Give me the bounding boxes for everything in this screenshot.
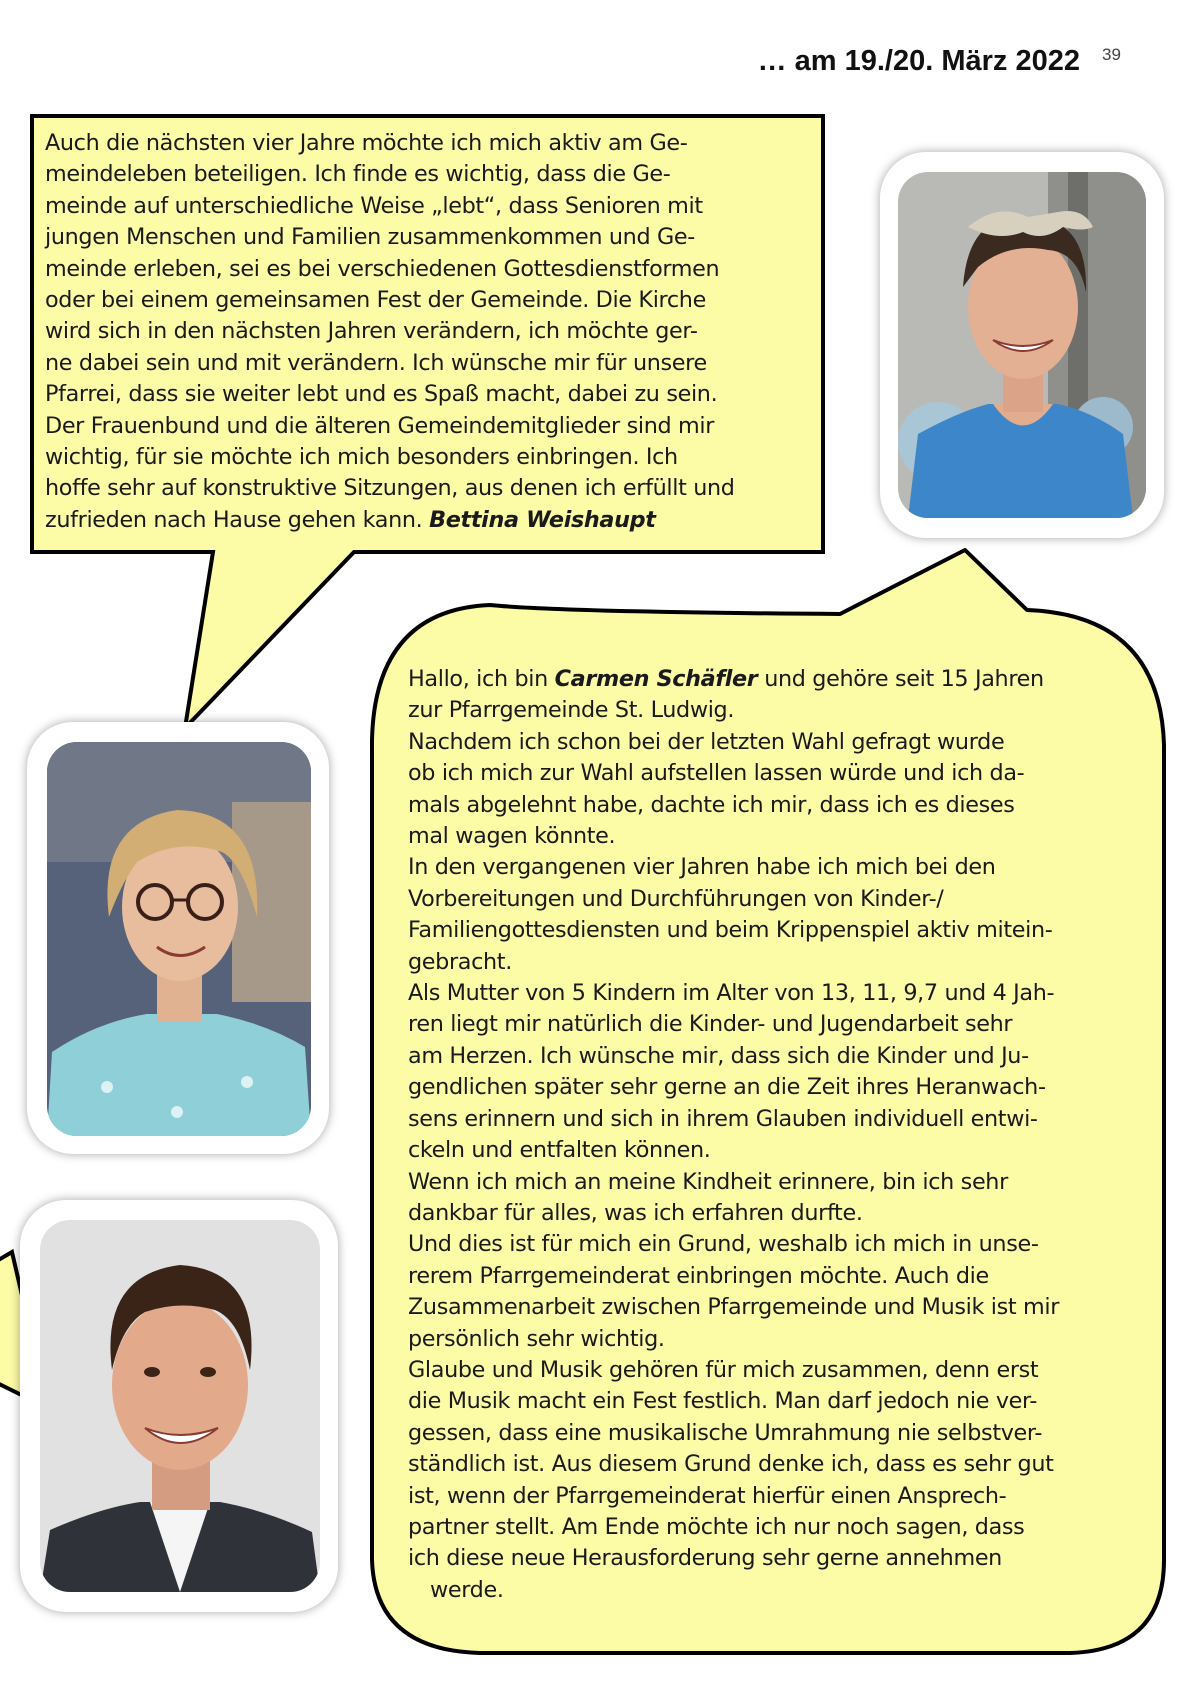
text-line: Als Mutter von 5 Kindern im Alter von 13, 11, 9,7 und 4 Jah- [408, 980, 1055, 1007]
text-line: rerem Pfarrgemeinderat einbringen möchte. Auch die [408, 1262, 989, 1289]
text-line: In den vergangenen vier Jahren habe ich mich bei den [408, 854, 996, 881]
text-line: Der Frauenbund und die älteren Gemeindemitglieder sind mir [45, 412, 715, 439]
signature-name: Bettina Weishaupt [429, 506, 656, 533]
text-line: dankbar für alles, was ich erfahren durfte. [408, 1199, 863, 1226]
text-line: Und dies ist für mich ein Grund, weshalb ich mich in unse- [408, 1231, 1039, 1258]
text-line: ist, wenn der Pfarrgemeinderat hierfür einen Ansprech- [408, 1482, 1007, 1509]
text-line: gebracht. [408, 948, 512, 975]
text-line: oder bei einem gemeinsamen Fest der Gemeinde. Die Kirche [45, 287, 706, 314]
text-fragment: und gehöre seit 15 Jahren [764, 666, 1044, 692]
text-line: ne dabei sein und mit verändern. Ich wünsche mir für unsere [45, 349, 707, 376]
text-line: wird sich in den nächsten Jahren verändern, ich möchte ger- [45, 318, 698, 345]
author-name: Carmen Schäfler [554, 666, 758, 692]
page-number: 39 [1102, 45, 1121, 64]
text-line: Glaube und Musik gehören für mich zusammen, denn erst [408, 1356, 1039, 1383]
text-line: Pfarrei, dass sie weiter lebt und es Spaß macht, dabei zu sein. [45, 381, 718, 408]
text-line: Auch die nächsten vier Jahre möchte ich mich aktiv am Ge- [45, 130, 688, 156]
text-line: die Musik macht ein Fest festlich. Man darf jedoch nie ver- [408, 1388, 1038, 1415]
text-line: ob ich mich zur Wahl aufstellen lassen würde und ich da- [408, 760, 1025, 787]
text-line: Nachdem ich schon bei der letzten Wahl gefragt wurde [408, 728, 1005, 755]
text-line: am Herzen. Ich wünsche mir, dass sich die Kinder und Ju- [408, 1042, 1029, 1069]
text-line: persönlich sehr wichtig. [408, 1325, 665, 1352]
text-line: mals abgelehnt habe, dachte ich mir, dass ich es dieses [408, 791, 1015, 818]
text-line: Familiengottesdiensten und beim Krippenspiel aktiv mitein- [408, 917, 1053, 944]
text-line: jungen Menschen und Familien zusammenkommen und Ge- [45, 224, 696, 251]
text-line: meindeleben beteiligen. Ich finde es wichtig, dass die Ge- [45, 161, 671, 188]
text-fragment: zufrieden nach Hause gehen kann. [45, 506, 423, 533]
text-line: ren liegt mir natürlich die Kinder- und Jugendarbeit sehr [408, 1011, 1013, 1038]
carmen-statement-text [408, 664, 1148, 1606]
text-line: ich diese neue Herausforderung sehr gerne annehmen [408, 1545, 1002, 1572]
text-line: partner stellt. Am Ende möchte ich nur noch sagen, dass [408, 1513, 1025, 1540]
text-line: mal wagen könnte. [408, 823, 616, 850]
text-line: gendlichen später sehr gerne an die Zeit ihres Heranwach- [408, 1074, 1046, 1101]
text-line: ständlich ist. Aus diesem Grund denke ich, dass es sehr gut [408, 1451, 1054, 1478]
text-line: sens erinnern und sich in ihrem Glauben individuell entwi- [408, 1105, 1038, 1132]
bettina-statement-text [45, 128, 815, 536]
text-line: Vorbereitungen und Durchführungen von Kinder-/ [408, 885, 944, 912]
text-line: zur Pfarrgemeinde St. Ludwig. [408, 697, 735, 724]
text-line [45, 505, 815, 536]
page-header-title: … am 19./20. März 2022 [757, 45, 1080, 77]
text-line: wichtig, für sie möchte ich mich besonders einbringen. Ich [45, 444, 678, 471]
text-line [408, 664, 1148, 695]
text-line: hoffe sehr auf konstruktive Sitzungen, aus denen ich erfüllt und [45, 475, 735, 502]
text-line: ckeln und entfalten können. [408, 1137, 711, 1164]
text-line: gessen, dass eine musikalische Umrahmung nie selbstver- [408, 1419, 1043, 1446]
portrait-photo-carmen [47, 742, 311, 1136]
text-fragment: Hallo, ich bin [408, 666, 548, 692]
text-line: Wenn ich mich an meine Kindheit erinnere, bin ich sehr [408, 1168, 1008, 1195]
text-line: werde. [430, 1576, 504, 1603]
text-line: meinde erleben, sei es bei verschiedenen Gottesdienstformen [45, 255, 720, 282]
text-line: Zusammenarbeit zwischen Pfarrgemeinde und Musik ist mir [408, 1294, 1060, 1321]
portrait-photo-man [40, 1220, 320, 1592]
portrait-photo-bettina [898, 172, 1146, 518]
text-line: meinde auf unterschiedliche Weise „lebt“, dass Senioren mit [45, 192, 703, 219]
